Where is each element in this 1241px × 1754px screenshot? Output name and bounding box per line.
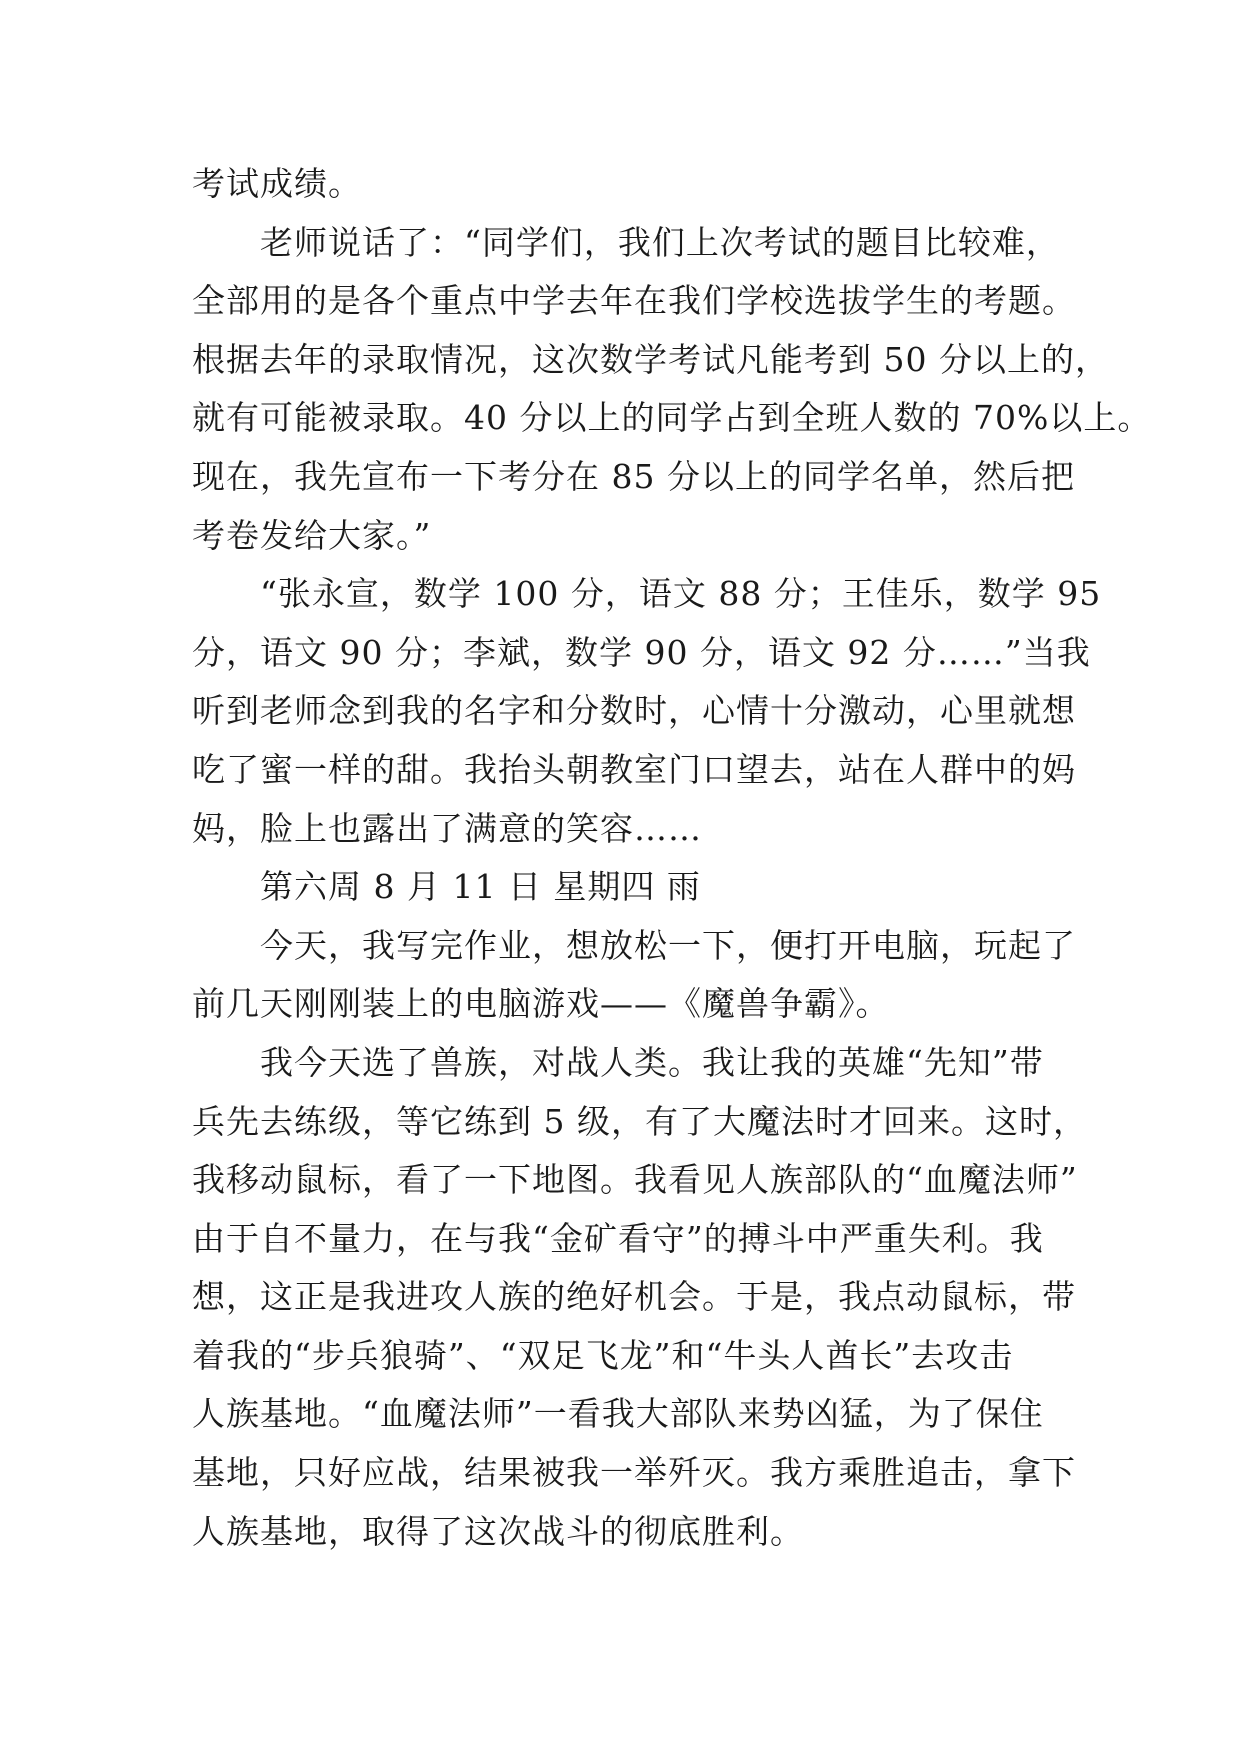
document-body <box>192 155 1152 1561</box>
text-line: 人族基地。“血魔法师”一看我大部队来势凶猛，为了保住 <box>192 1394 1044 1434</box>
text-line: 吃了蜜一样的甜。我抬头朝教室门口望去，站在人群中的妈 <box>192 749 1076 789</box>
text-line: 基地，只好应战，结果被我一举歼灭。我方乘胜追击，拿下 <box>192 1453 1076 1493</box>
text-line: 我今天选了兽族，对战人类。我让我的英雄“先知”带 <box>260 1042 1044 1082</box>
text-line: 着我的“步兵狼骑”、“双足飞龙”和“牛头人酋长”去攻击 <box>192 1335 1014 1375</box>
text-line: 兵先去练级，等它练到 5 级，有了大魔法时才回来。这时， <box>192 1101 1087 1141</box>
text-line: 考试成绩。 <box>192 164 362 203</box>
text-line: 老师说话了：“同学们，我们上次考试的题目比较难， <box>260 222 1060 262</box>
text-line: 分，语文 90 分；李斌，数学 90 分，语文 92 分……”当我 <box>192 632 1091 672</box>
text-line: 考卷发给大家。” <box>192 515 432 555</box>
text-line: 我移动鼠标，看了一下地图。我看见人族部队的“血魔法师” <box>192 1160 1078 1200</box>
text-line: 今天，我写完作业，想放松一下，便打开电脑，玩起了 <box>260 925 1076 965</box>
text-line: 根据去年的录取情况，这次数学考试凡能考到 50 分以上的， <box>192 339 1109 379</box>
text-line: 听到老师念到我的名字和分数时，心情十分激动，心里就想 <box>192 691 1076 731</box>
text-line: 现在，我先宣布一下考分在 85 分以上的同学名单，然后把 <box>192 456 1075 496</box>
text-line: 由于自不量力，在与我“金矿看守”的搏斗中严重失利。我 <box>192 1218 1044 1258</box>
text-line: 就有可能被录取。40 分以上的同学占到全班人数的 70%以上。 <box>192 398 1152 438</box>
text-line: 想，这正是我进攻人族的绝好机会。于是，我点动鼠标，带 <box>192 1277 1076 1317</box>
text-line: 前几天刚刚装上的电脑游戏——《魔兽争霸》。 <box>192 984 890 1024</box>
text-line: “张永宣，数学 100 分，语文 88 分；王佳乐，数学 95 <box>260 574 1102 614</box>
text-line: 妈，脸上也露出了满意的笑容…… <box>192 808 702 848</box>
text-line: 第六周 8 月 11 日 星期四 雨 <box>260 867 701 907</box>
text-line: 人族基地，取得了这次战斗的彻底胜利。 <box>192 1511 804 1551</box>
text-line: 全部用的是各个重点中学去年在我们学校选拔学生的考题。 <box>192 281 1076 321</box>
